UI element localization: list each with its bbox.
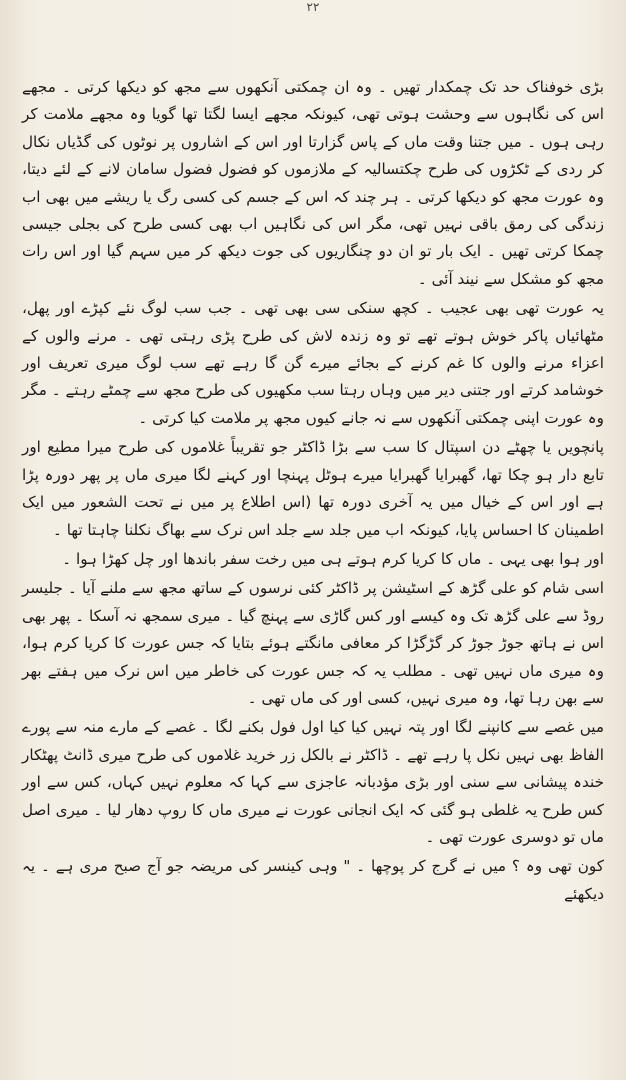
paragraph: کون تھی وہ ؟ میں نے گرج کر پوچھا ۔ " وہی کینسر کی مریضہ جو آج صبح مری ہے ۔ یہ دیکھئے [22, 857, 604, 903]
paragraph: یہ عورت تھی بھی عجیب ۔ کچھ سنکی سی بھی تھی ۔ جب سب لوگ نئے کپڑے اور پھل، مٹھائیاں پاکر خوش ہوتے تھے تو وہ زندہ لاش کی طرح پڑی رہتی تھی ۔ مرنے والوں کے اعزاء مرنے والوں کا غم کرنے کے بجائے میرے گن گا رہے تھے سب لوگ میری تعریف اور خوشامد کرتے اور جتنی دیر میں وہاں رہتا سب مکھیوں کی طرح مجھ سے چمٹے رہتے ۔ مگر وہ عورت اپنی چمکتی آنکھوں سے نہ جانے کیوں مجھ پر ملامت کیا کرتی ۔ [22, 299, 604, 427]
story-text [22, 74, 604, 910]
paragraph: پانچویں یا چھٹے دن اسپتال کا سب سے بڑا ڈاکٹر جو تقریباً غلاموں کی طرح میرا مطیع اور تابع دار ہو چکا تھا، گھبرایا گھبرایا میرے ہوٹل پہنچا اور کہنے لگا میری ماں پر پھر دورہ پڑا ہے اور اس کے خیال میں یہ آخری دورہ تھا (اس اطلاع پر میں نے تحت الشعور میں ایک اطمینان کا احساس پایا، کیونکہ اب میں جلد سے جلد اس نرک سے بھاگ نکلنا چاہتا تھا ۔ [22, 438, 604, 539]
paragraph: اور ہوا بھی یہی ۔ ماں کا کریا کرم ہوتے ہی میں رخت سفر باندھا اور چل کھڑا ہوا ۔ [62, 549, 604, 568]
paragraph: میں غصے سے کانپنے لگا اور پتہ نہیں کیا کیا اول فول بکنے لگا ۔ غصے کے مارے منہ سے پورے الفاظ بھی نہیں نکل پا رہے تھے ۔ ڈاکٹر نے بالکل زر خرید غلاموں کی طرح میری ڈانٹ پھٹکار خندہ پیشانی سے سنی اور بڑی مؤدبانہ عاجزی سے کہا کہ معلوم نہیں کہاں، کس سے اور کس طرح یہ غلطی ہو گئی کہ ایک انجانی عورت نے میری ماں کا روپ دھار لیا ۔ میری اصل ماں تو دوسری عورت تھی ۔ [22, 718, 604, 846]
paragraph: بڑی خوفناک حد تک چمکدار تھیں ۔ وہ ان چمکتی آنکھوں سے مجھ کو دیکھا کرتی ۔ مجھے اس کی نگاہوں سے وحشت ہوتی تھی، کیونکہ مجھے ایسا لگتا تھا گویا وہ مجھے ملامت کر رہی ہوں ۔ میں جتنا وقت ماں کے پاس گزارتا اور اس کے اشاروں پر نوٹوں کی گڈیاں نکال کر ردی کے ٹکڑوں کی طرح چکتسالیہ کے ملازموں کو فضول فضول سامان لانے کے لئے دیتا، وہ عورت مجھ کو دیکھا کرتی ۔ ہر چند کہ اس کے جسم کی کسی رگ یا ریشے میں بھی اب زندگی کی رمق باقی نہیں تھی، مگر اس کی نگاہیں اب بھی کسی طرح کی بجلی جیسی چمکا کرتی تھیں ۔ ایک بار تو ان دو چنگاریوں کی جوت دیکھ کر میں سہم گیا اور اس رات مجھ کو مشکل سے نیند آئی ۔ [22, 78, 604, 288]
paragraph: اسی شام کو علی گڑھ کے اسٹیشن پر ڈاکٹر کئی نرسوں کے ساتھ مجھ سے ملنے آیا ۔ جلیسر روڈ سے علی گڑھ تک وہ کیسے اور کس گاڑی سے پہنچ گیا ۔ میری سمجھ نہ آسکا ۔ پھر بھی اس نے ہاتھ جوڑ جوڑ کر گڑگڑا کر معافی مانگتے ہوئے بتایا کہ جس عورت کا کریا کرم ہوا، وہ میری ماں نہیں تھی ۔ مطلب یہ کہ جس عورت کی خاطر میں اس نرک میں ہفتے بھر سے بھن رہا تھا، وہ میری نہیں، کسی اور کی ماں تھی ۔ [22, 579, 604, 707]
page-number: ٢٢ [306, 0, 320, 14]
